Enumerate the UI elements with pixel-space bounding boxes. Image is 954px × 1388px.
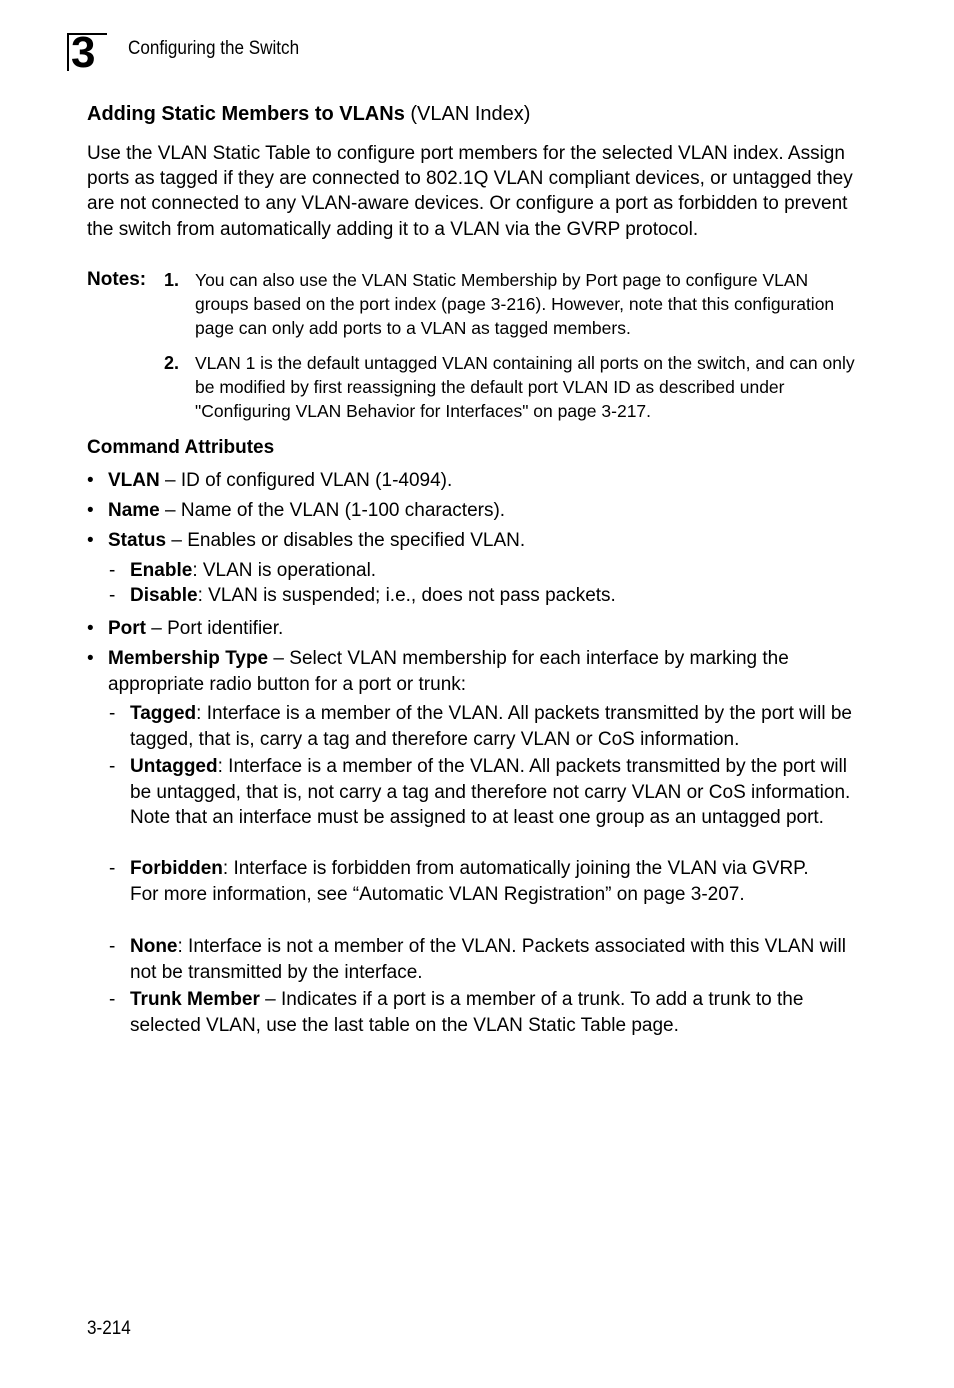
bullet-marker: • bbox=[87, 470, 94, 491]
option-term: Trunk Member bbox=[130, 989, 260, 1010]
bullet-marker: • bbox=[87, 500, 94, 521]
attribute-term: Membership Type bbox=[108, 648, 269, 669]
attribute-desc: – ID of configured VLAN (1-4094). bbox=[159, 470, 453, 491]
dash-marker: - bbox=[109, 858, 116, 879]
dash-marker: - bbox=[109, 560, 116, 581]
dash-marker: - bbox=[109, 585, 116, 606]
option-desc: : Interface is forbidden from automatically joining the VLAN via GVRP. For more information, see “Automatic VLAN Registration” on page 3-207. bbox=[130, 858, 809, 905]
option-term: Tagged bbox=[130, 703, 197, 724]
section-title-suffix: (VLAN Index) bbox=[404, 103, 531, 125]
note-number: 1. bbox=[164, 270, 180, 290]
option-desc: : Interface is a member of the VLAN. All packets transmitted by the port will be tagged, that is, carry a tag and therefore carry VLAN or CoS information. bbox=[130, 703, 852, 750]
option-term: None bbox=[130, 936, 178, 957]
bullet-marker: • bbox=[87, 618, 94, 639]
attribute-desc: – Port identifier. bbox=[146, 618, 284, 639]
option-desc: : VLAN is suspended; i.e., does not pass packets. bbox=[197, 585, 616, 606]
dash-marker: - bbox=[109, 989, 116, 1010]
attribute-term: Port bbox=[108, 618, 146, 639]
intro-paragraph: Use the VLAN Static Table to configure port members for the selected VLAN index. Assign ports as tagged if they are connected to 802.1Q VLAN compliant devices, or untagged they are not connected to any VLAN-aware devices. Or configure a port as forbidden to prevent the switch from automatically adding it to a VLAN via the GVRP protocol. bbox=[87, 143, 853, 240]
command-attributes-heading: Command Attributes bbox=[87, 437, 275, 458]
running-header-title: Configuring the Switch bbox=[128, 38, 300, 59]
chapter-number: 3 bbox=[71, 28, 96, 77]
option-desc: : VLAN is operational. bbox=[192, 560, 377, 581]
attribute-term: Status bbox=[108, 530, 167, 551]
bullet-marker: • bbox=[87, 530, 94, 551]
option-term: Enable bbox=[130, 560, 193, 581]
section-title-bold: Adding Static Members to VLANs bbox=[87, 103, 405, 125]
option-desc: – Indicates if a port is a member of a trunk. To add a trunk to the selected VLAN, use the last table on the VLAN Static Table page. bbox=[130, 989, 804, 1036]
option-term: Untagged bbox=[130, 756, 218, 777]
option-desc: : Interface is not a member of the VLAN. Packets associated with this VLAN will not be transmitted by the interface. bbox=[130, 936, 846, 983]
attribute-term: Name bbox=[108, 500, 160, 521]
section-title bbox=[87, 101, 530, 127]
option-term: Forbidden bbox=[130, 858, 223, 879]
chapter-number-badge bbox=[67, 28, 107, 77]
page-number: 3-214 bbox=[87, 1318, 131, 1339]
dash-marker: - bbox=[109, 756, 116, 777]
bullet-marker: • bbox=[87, 648, 94, 669]
notes-label: Notes: bbox=[87, 269, 147, 290]
note-text: VLAN 1 is the default untagged VLAN containing all ports on the switch, and can only be modified by first reassigning the default port VLAN ID as described under "Configuring VLAN Behavior for Interfaces" on page 3-217. bbox=[195, 353, 855, 421]
attribute-desc: – Name of the VLAN (1-100 characters). bbox=[159, 500, 506, 521]
note-number: 2. bbox=[164, 353, 180, 373]
attribute-desc: – Enables or disables the specified VLAN. bbox=[166, 530, 526, 551]
dash-marker: - bbox=[109, 936, 116, 957]
option-desc: : Interface is a member of the VLAN. All packets transmitted by the port will be untagged, that is, not carry a tag and therefore not carry VLAN or CoS information. Note that an interface must be assigned to at least one group as an untagged port. bbox=[130, 756, 851, 828]
attribute-desc: – Select VLAN membership for each interface by marking the appropriate radio button for a port or trunk: bbox=[108, 648, 789, 695]
attribute-term: VLAN bbox=[108, 470, 160, 491]
note-text: You can also use the VLAN Static Membership by Port page to configure VLAN groups based on the port index (page 3-216). However, note that this configuration page can only add ports to a VLAN as tagged members. bbox=[195, 270, 835, 338]
option-term: Disable bbox=[130, 585, 198, 606]
dash-marker: - bbox=[109, 703, 116, 724]
